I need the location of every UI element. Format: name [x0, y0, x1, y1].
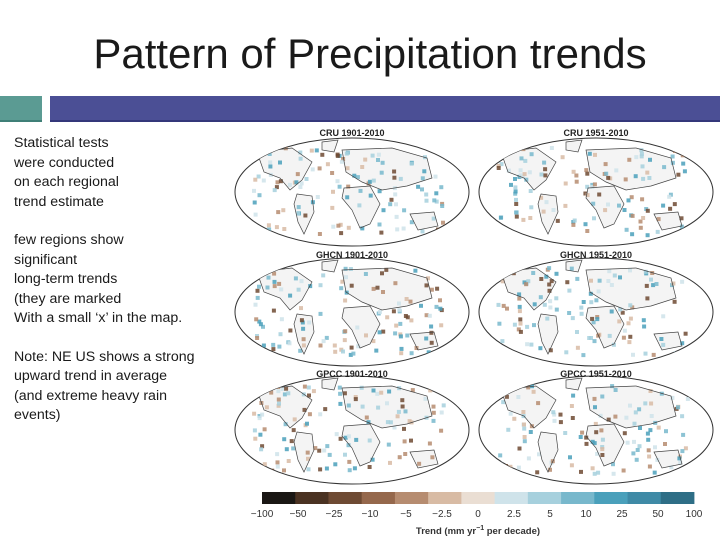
colorbar-tick: −50 [289, 509, 307, 520]
colorbar-tick: −25 [325, 509, 343, 520]
colorbar-tick: 2.5 [507, 509, 521, 520]
colorbar-swatch [328, 492, 362, 504]
panel-title: CRU 1951-2010 [563, 128, 629, 138]
bullet-ne-us-note: Note: NE US shows a strong upward trend in average (and extreme heavy rain events) [14, 348, 195, 423]
colorbar-tick: −10 [361, 509, 379, 520]
trend-map-panel [235, 376, 469, 484]
colorbar-swatch [528, 492, 562, 504]
trend-map-panel [235, 258, 469, 366]
colorbar-tick: 0 [475, 509, 481, 520]
colorbar-tick: −2.5 [432, 509, 452, 520]
colorbar-swatch [428, 492, 462, 504]
trend-maps-svg [232, 124, 720, 540]
colorbar-tick: −100 [250, 509, 274, 520]
slide-title: Pattern of Precipitation trends [93, 30, 647, 77]
accent-bar-indigo-line [50, 120, 720, 122]
bullet-list [14, 134, 224, 445]
colorbar-tick: −5 [400, 509, 412, 520]
colorbar-swatch [262, 492, 296, 504]
colorbar-tick: 100 [685, 509, 703, 520]
trend-map-panel [479, 138, 713, 246]
colorbar-tick: 5 [547, 509, 553, 520]
trend-map-panel [235, 138, 469, 246]
panel-title: GPCC 1901-2010 [316, 369, 388, 379]
colorbar-swatch [395, 492, 429, 504]
panel-title: GPCC 1951-2010 [560, 369, 632, 379]
colorbar-swatch [561, 492, 595, 504]
colorbar-tick: 50 [652, 509, 664, 520]
colorbar-swatch [362, 492, 396, 504]
colorbar-tick: 10 [580, 509, 592, 520]
panel-title: GHCN 1901-2010 [315, 250, 389, 260]
bullet-few-regions: few regions show significant long-term trends (they are marked With a small ‘x’ in the map. [14, 232, 183, 326]
colorbar [251, 492, 703, 537]
colorbar-swatch [461, 492, 495, 504]
colorbar-swatch [628, 492, 662, 504]
accent-bar-teal [0, 96, 42, 120]
precipitation-trend-figure [232, 124, 720, 540]
trend-map-panel [479, 258, 713, 366]
bullet-statistical-tests: Statistical tests were conducted on each regional trend estimate [14, 135, 119, 210]
colorbar-swatch [594, 492, 628, 504]
accent-bar-teal-line [0, 120, 42, 122]
colorbar-swatch [495, 492, 529, 504]
colorbar-tick: 25 [616, 509, 628, 520]
colorbar-swatch [295, 492, 329, 504]
colorbar-swatch [661, 492, 695, 504]
panel-title: CRU 1901-2010 [319, 128, 385, 138]
panel-title: GHCN 1951-2010 [559, 250, 633, 260]
colorbar-label: Trend (mm $yr^{-1}$ per decade) [415, 525, 541, 537]
trend-map-panel [479, 376, 713, 484]
accent-bar-indigo [50, 96, 720, 120]
